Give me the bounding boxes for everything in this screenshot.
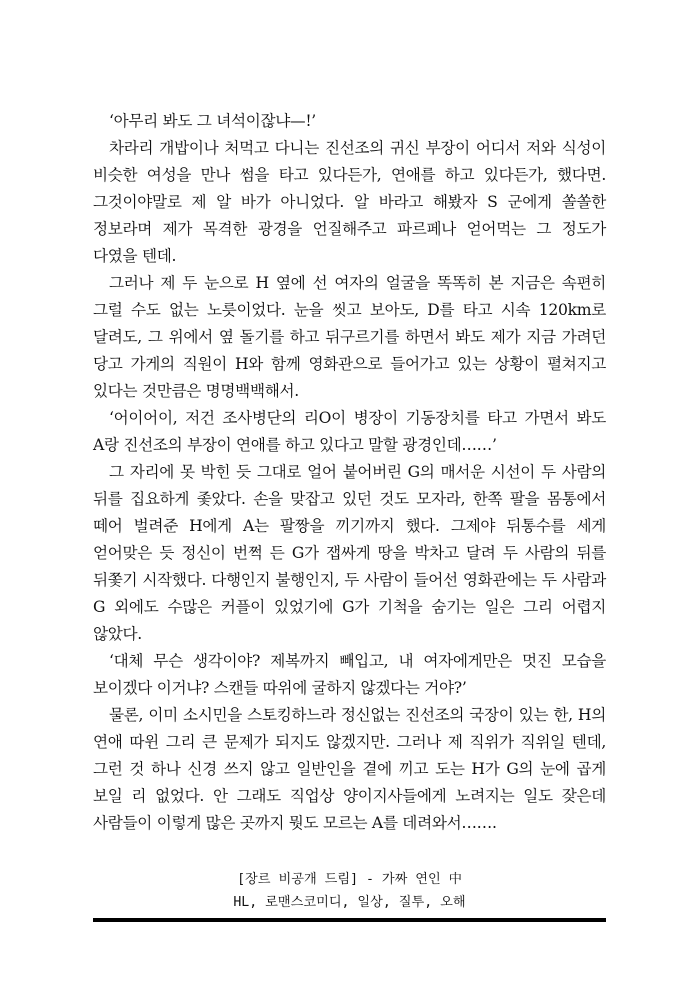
paragraph-3: 그러나 제 두 눈으로 H 옆에 선 여자의 얼굴을 똑똑히 본 지금은 속편히 그럴 수도 없는 노릇이었다. 눈을 씻고 보아도, D를 타고 시속 120km로 달려도, 그 위에서 옆 돌기를 하고 뒤구르기를 하면서 봐도 제가 지금 가려던 당고 가게의 직원이 H와 함께 영화관으로 들어가고 있는 상황이 펼쳐지고 있다는 것만큼은 명명백백해서. — [93, 274, 606, 400]
footer-title: [장르 비공개 드림] - 가짜 연인 中 — [237, 872, 462, 887]
paragraph-7: 물론, 이미 소시민을 스토킹하느라 정신없는 진선조의 국장이 있는 한, H의 연애 따윈 그리 큰 문제가 되지도 않겠지만. 그러나 제 직위가 직위일 텐데, 그런 것 하나 신경 쓰지 않고 일반인을 곁에 끼고 도는 H가 G의 눈에 곱게 보일 리 없었다. 안 그래도 직업상 양이지사들에게 노려지는 일도 잦은데 사람들이 이렇게 많은 곳까지 뭣도 모르는 A를 데려와서……. — [93, 706, 606, 832]
footer-caption — [93, 868, 606, 914]
paragraph-6: ‘대체 무슨 생각이야? 제복까지 빼입고, 내 여자에게만은 멋진 모습을 보이겠다 이거냐? 스캔들 따위에 굴하지 않겠다는 거야?’ — [93, 652, 606, 697]
bottom-divider — [93, 918, 606, 922]
story-text — [93, 108, 606, 837]
paragraph-4: ‘어이어이, 저건 조사병단의 리O이 병장이 기동장치를 타고 가면서 봐도 A랑 진선조의 부장이 연애를 하고 있다고 말할 광경인데……’ — [93, 409, 606, 454]
paragraph-1: ‘아무리 봐도 그 녀석이잖냐—!’ — [109, 112, 316, 130]
footer-tags: HL, 로맨스코미디, 일상, 질투, 오해 — [233, 895, 466, 910]
paragraph-2: 차라리 개밥이나 처먹고 다니는 진선조의 귀신 부장이 어디서 저와 식성이 비슷한 여성을 만나 썸을 타고 있다든가, 연애를 하고 있다든가, 했다면. 그것이야말로 제 알 바가 아니었다. 알 바라고 해봤자 S 군에게 쏠쏠한 정보라며 제가 목격한 광경을 언질해주고 파르페나 얻어먹는 그 정도가 다였을 텐데. — [93, 139, 606, 265]
paragraph-5: 그 자리에 못 박힌 듯 그대로 얼어 붙어버린 G의 매서운 시선이 두 사람의 뒤를 집요하게 좇았다. 손을 맞잡고 있던 것도 모자라, 한쪽 팔을 몸통에서 떼어 벌려준 H에게 A는 팔짱을 끼기까지 했다. 그제야 뒤통수를 세게 얻어맞은 듯 정신이 번쩍 든 G가 잽싸게 땅을 박차고 달려 두 사람의 뒤를 뒤쫓기 시작했다. 다행인지 불행인지, 두 사람이 들어선 영화관에는 두 사람과 G 외에도 수많은 커플이 있었기에 G가 기척을 숨기는 일은 그리 어렵지 않았다. — [93, 463, 606, 643]
